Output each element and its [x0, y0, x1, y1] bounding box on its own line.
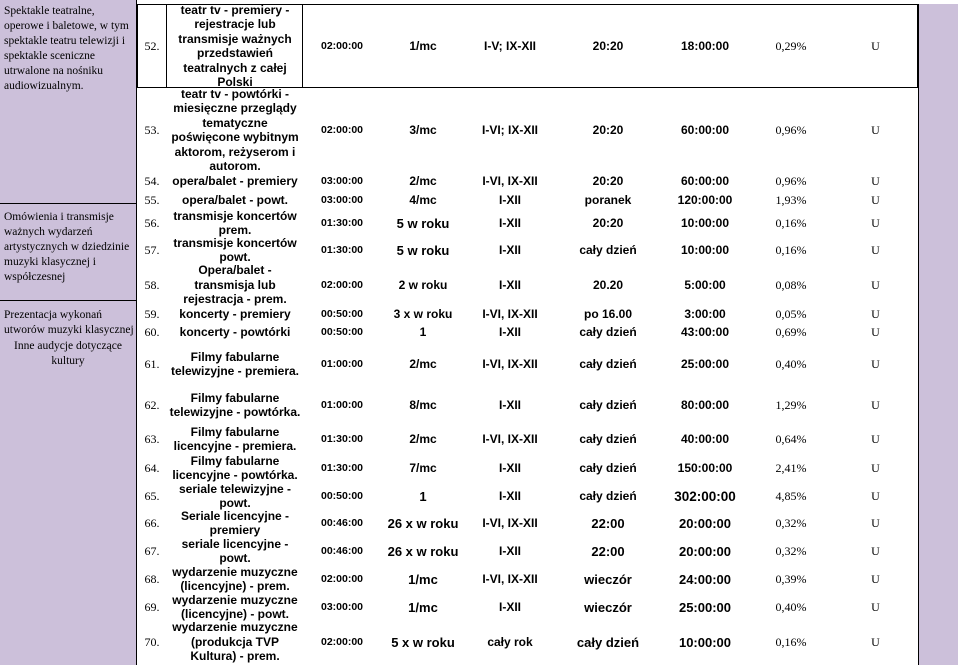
type-code: U	[871, 173, 880, 188]
share-percent: 0,08%	[775, 277, 807, 292]
frequency: 1/mc	[408, 599, 438, 615]
table-row	[137, 620, 918, 664]
total-time: 40:00:00	[680, 432, 730, 446]
total-time: 20:00:00	[678, 543, 732, 559]
broadcast-hour: cały dzień	[579, 432, 637, 446]
program-name: Filmy fabularne telewizyjne - premiera.	[170, 349, 300, 378]
total-time: 25:00:00	[680, 357, 730, 371]
period: I-VI; IX-XII	[481, 123, 538, 137]
program-name: Opera/balet - transmisja lub rejestracja - prem.	[183, 263, 287, 307]
row-number: 62.	[144, 397, 160, 412]
row-number: 55.	[144, 192, 160, 207]
duration: 02:00:00	[320, 279, 364, 291]
duration: 00:46:00	[320, 545, 364, 557]
row-number: 65.	[144, 488, 160, 503]
share-percent: 1,29%	[775, 397, 807, 412]
broadcast-hour: 20:20	[592, 174, 624, 188]
total-time: 10:00:00	[680, 216, 730, 230]
category-column	[0, 0, 137, 665]
row-number: 63.	[144, 431, 160, 446]
share-percent: 0,40%	[775, 599, 807, 614]
broadcast-hour: cały dzień	[576, 634, 640, 650]
broadcast-hour: cały dzień	[579, 357, 637, 371]
frequency: 2/mc	[409, 174, 437, 188]
total-time: 60:00:00	[680, 123, 730, 137]
program-name: wydarzenie muzyczne (produkcja TVP Kultura) - prem.	[172, 620, 298, 664]
period: I-XII	[498, 278, 521, 292]
total-time: 150:00:00	[677, 461, 733, 475]
period: I-VI, IX-XII	[482, 174, 538, 188]
frequency: 26 x w roku	[387, 515, 459, 531]
type-code: U	[871, 306, 880, 321]
total-time: 18:00:00	[680, 39, 730, 53]
program-name: Filmy fabularne licencyjne - premiera.	[173, 424, 297, 453]
share-percent: 0,40%	[775, 356, 807, 371]
row-number: 57.	[144, 242, 160, 257]
broadcast-hour: 22:00	[591, 543, 625, 559]
type-code: U	[871, 431, 880, 446]
share-percent: 0,32%	[775, 515, 807, 530]
table-row	[137, 564, 918, 594]
share-percent: 1,93%	[775, 192, 807, 207]
broadcast-hour: cały dzień	[579, 398, 637, 412]
total-time: 43:00:00	[680, 325, 730, 339]
frequency: 1/mc	[409, 39, 437, 53]
table-row	[137, 86, 918, 173]
row-number: 61.	[144, 356, 160, 371]
period: I-XII	[498, 544, 521, 558]
broadcast-hour: 22:00	[591, 515, 625, 531]
table-row	[137, 386, 918, 424]
period: I-VI, IX-XII	[482, 307, 538, 321]
program-name: Seriale licencyjne - premiery	[180, 508, 290, 537]
frequency: 5 w roku	[396, 215, 450, 231]
row-number: 68.	[144, 571, 160, 586]
program-name: Filmy fabularne telewizyjne - powtórka.	[169, 390, 301, 419]
type-code: U	[871, 543, 880, 558]
table-row	[137, 208, 918, 238]
duration: 01:30:00	[320, 217, 364, 229]
row-number: 60.	[144, 324, 160, 339]
duration: 00:50:00	[320, 308, 364, 320]
broadcast-hour: 20:20	[592, 123, 624, 137]
period: I-XII	[498, 325, 521, 339]
type-code: U	[871, 122, 880, 137]
share-percent: 4,85%	[775, 488, 807, 503]
share-percent: 0,16%	[775, 242, 807, 257]
type-code: U	[871, 634, 880, 649]
table-row	[137, 305, 918, 323]
period: I-V; IX-XII	[483, 39, 536, 53]
frequency: 1	[419, 325, 427, 339]
program-name: Filmy fabularne licencyjne - powtórka.	[172, 453, 298, 482]
table-row	[137, 424, 918, 454]
table-row	[137, 191, 918, 209]
period: I-XII	[498, 398, 521, 412]
period: I-VI, IX-XII	[482, 357, 538, 371]
total-time: 10:00:00	[678, 634, 732, 650]
duration: 00:50:00	[320, 490, 364, 502]
total-time: 80:00:00	[680, 398, 730, 412]
total-time: 3:00:00	[684, 307, 726, 321]
period: I-VI, IX-XII	[482, 516, 538, 530]
duration: 01:00:00	[320, 399, 364, 411]
row-number: 66.	[144, 515, 160, 530]
period: I-VI, IX-XII	[482, 572, 538, 586]
type-code: U	[871, 356, 880, 371]
row-number: 70.	[144, 634, 160, 649]
broadcast-hour: cały dzień	[579, 489, 637, 503]
type-code: U	[871, 460, 880, 475]
table-row	[137, 4, 918, 88]
table-row	[137, 536, 918, 566]
frequency: 2/mc	[409, 432, 437, 446]
table-row	[137, 592, 918, 622]
row-number: 53.	[144, 122, 160, 137]
type-code: U	[871, 215, 880, 230]
category-divider	[0, 203, 137, 204]
duration: 00:46:00	[320, 517, 364, 529]
duration: 02:00:00	[320, 124, 364, 136]
frequency: 2/mc	[409, 357, 437, 371]
frequency: 4/mc	[409, 193, 437, 207]
broadcast-hour: 20:20	[592, 39, 624, 53]
total-time: 5:00:00	[684, 278, 726, 292]
category-label: Omówienia i transmisje ważnych wydarzeń artystycznych w dziedzinie muzyki klasycznej i współczesnej	[4, 211, 130, 283]
program-name: opera/balet - powt.	[181, 192, 288, 207]
program-name: wydarzenie muzyczne (licencyjne) - prem.	[172, 564, 298, 593]
share-percent: 0,05%	[775, 306, 807, 321]
frequency: 1/mc	[408, 571, 438, 587]
share-percent: 0,64%	[775, 431, 807, 446]
frequency: 3/mc	[409, 123, 437, 137]
duration: 02:00:00	[320, 636, 364, 648]
share-percent: 0,69%	[775, 324, 807, 339]
share-percent: 0,29%	[775, 38, 807, 53]
table-row	[137, 508, 918, 538]
broadcast-hour: 20.20	[592, 278, 624, 292]
type-code: U	[871, 599, 880, 614]
program-name: opera/balet - premiery	[172, 173, 298, 188]
broadcast-hour: wieczór	[584, 571, 632, 587]
type-code: U	[871, 38, 880, 53]
broadcast-hour: cały dzień	[579, 461, 637, 475]
type-code: U	[871, 397, 880, 412]
share-percent: 0,96%	[775, 122, 807, 137]
period: I-XII	[498, 193, 521, 207]
program-name: koncerty - premiery	[179, 306, 291, 321]
share-percent: 0,16%	[775, 215, 807, 230]
table-row	[137, 263, 918, 307]
table-row	[137, 235, 918, 265]
type-code: U	[871, 324, 880, 339]
frequency: 5 w roku	[396, 242, 450, 258]
period: I-XII	[498, 600, 521, 614]
total-time: 24:00:00	[678, 571, 732, 587]
duration: 01:30:00	[320, 244, 364, 256]
period: I-XII	[498, 243, 521, 257]
type-code: U	[871, 192, 880, 207]
table-row	[137, 481, 918, 511]
duration: 01:30:00	[320, 462, 364, 474]
total-time: 20:00:00	[678, 515, 732, 531]
duration: 03:00:00	[320, 175, 364, 187]
program-name: teatr tv - premiery - rejestracje lub transmisje ważnych przedstawień teatralnych z całej Polski	[178, 2, 292, 89]
duration: 01:00:00	[320, 358, 364, 370]
duration: 00:50:00	[320, 326, 364, 338]
table-row	[137, 323, 918, 341]
period: I-XII	[498, 216, 521, 230]
broadcast-hour: po 16.00	[583, 307, 633, 321]
program-name: transmisje koncertów powt.	[173, 235, 297, 264]
type-code: U	[871, 488, 880, 503]
frequency: 2 w roku	[398, 278, 448, 292]
frequency: 1	[419, 488, 427, 504]
program-name: seriale telewizyjne - powt.	[178, 481, 292, 510]
category-divider	[0, 300, 137, 301]
frequency: 3 x w roku	[393, 307, 453, 321]
duration: 01:30:00	[320, 433, 364, 445]
frequency: 5 x w roku	[391, 634, 455, 650]
share-percent: 0,96%	[775, 173, 807, 188]
category-label: Inne audycje dotyczące kultury	[14, 340, 122, 367]
total-time: 302:00:00	[674, 488, 736, 504]
broadcast-hour: cały dzień	[579, 325, 637, 339]
broadcast-hour: wieczór	[584, 599, 632, 615]
type-code: U	[871, 242, 880, 257]
table-row	[137, 172, 918, 190]
total-time: 10:00:00	[680, 243, 730, 257]
type-code: U	[871, 571, 880, 586]
program-name: wydarzenie muzyczne (licencyjne) - powt.	[172, 592, 298, 621]
total-time: 25:00:00	[678, 599, 732, 615]
category-label: Prezentacja wykonań utworów muzyki klasycznej	[4, 309, 134, 336]
broadcast-hour: poranek	[584, 193, 632, 207]
duration: 03:00:00	[320, 601, 364, 613]
program-name: transmisje koncertów prem.	[173, 208, 297, 237]
period: I-VI, IX-XII	[482, 432, 538, 446]
duration: 02:00:00	[320, 40, 364, 52]
share-percent: 0,32%	[775, 543, 807, 558]
frequency: 8/mc	[409, 398, 437, 412]
program-name: seriale licencyjne - powt.	[181, 536, 289, 565]
row-number: 59.	[144, 306, 160, 321]
row-number: 58.	[144, 277, 160, 292]
table-row	[137, 453, 918, 483]
broadcast-hour: 20:20	[592, 216, 624, 230]
total-time: 60:00:00	[680, 174, 730, 188]
share-percent: 2,41%	[775, 460, 807, 475]
program-name: teatr tv - powtórki - miesięczne przeglądy tematyczne poświęcone wybitnym aktorom, reżyserom i autorom.	[171, 86, 299, 173]
row-number: 69.	[144, 599, 160, 614]
right-margin-strip	[918, 4, 958, 665]
duration: 03:00:00	[320, 194, 364, 206]
row-number: 52.	[144, 38, 160, 53]
period: cały rok	[487, 635, 533, 649]
period: I-XII	[498, 489, 521, 503]
row-number: 54.	[144, 173, 160, 188]
period: I-XII	[498, 461, 521, 475]
row-number: 56.	[144, 215, 160, 230]
frequency: 7/mc	[409, 461, 437, 475]
share-percent: 0,16%	[775, 634, 807, 649]
category-label: Spektakle teatralne, operowe i baletowe, w tym spektakle teatru telewizji i spektakle sceniczne utrwalone na nośniku audiowizualnym.	[4, 5, 129, 92]
broadcast-hour: cały dzień	[579, 243, 637, 257]
type-code: U	[871, 515, 880, 530]
total-time: 120:00:00	[677, 193, 733, 207]
row-number: 64.	[144, 460, 160, 475]
duration: 02:00:00	[320, 573, 364, 585]
program-name: koncerty - powtórki	[179, 324, 291, 339]
share-percent: 0,39%	[775, 571, 807, 586]
table-row	[137, 345, 918, 383]
row-number: 67.	[144, 543, 160, 558]
type-code: U	[871, 277, 880, 292]
frequency: 26 x w roku	[387, 543, 459, 559]
